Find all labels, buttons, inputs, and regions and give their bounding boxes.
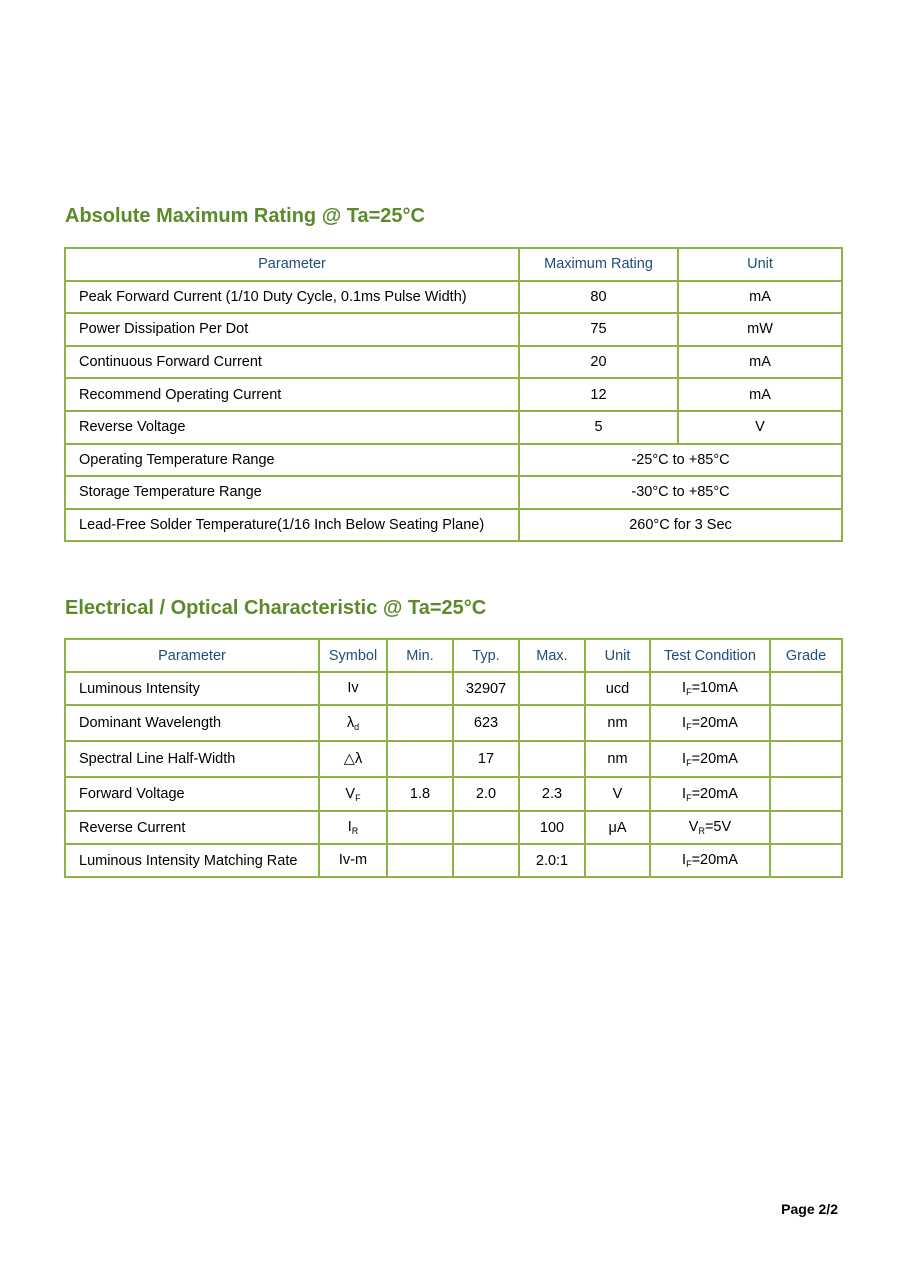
col-header: Unit — [585, 639, 650, 672]
cell-parameter: Luminous Intensity — [65, 672, 319, 705]
electrical-title: Electrical / Optical Characteristic @ Ta=25°C — [65, 597, 487, 619]
cell-condition: $V_R=5V$ — [650, 811, 770, 844]
cell-min — [387, 705, 453, 741]
cell-rating: 80 — [519, 281, 678, 314]
cell-rating: 75 — [519, 313, 678, 346]
table-row — [65, 705, 842, 741]
table-row — [65, 777, 842, 811]
col-header: Parameter — [65, 248, 519, 281]
cell-unit: nm — [585, 741, 650, 777]
cell-rating: -30°C to +85°C — [519, 476, 842, 509]
col-header: Unit — [678, 248, 842, 281]
cell-rating: -25°C to +85°C — [519, 444, 842, 477]
table-row — [65, 346, 842, 379]
cell-grade — [770, 844, 842, 877]
cell-max — [519, 705, 585, 741]
cell-unit: nm — [585, 705, 650, 741]
table-row — [65, 811, 842, 844]
table-row — [65, 411, 842, 444]
page-number: Page 2/2 — [781, 1201, 838, 1217]
cell-parameter: Continuous Forward Current — [65, 346, 519, 379]
cell-parameter: Power Dissipation Per Dot — [65, 313, 519, 346]
cell-parameter: Operating Temperature Range — [65, 444, 519, 477]
cell-min: 1.8 — [387, 777, 453, 811]
cell-unit: V — [678, 411, 842, 444]
cell-parameter: Lead-Free Solder Temperature(1/16 Inch Below Seating Plane) — [65, 509, 519, 542]
cell-typ — [453, 811, 519, 844]
cell-symbol: Iv — [319, 672, 387, 705]
col-header: Max. — [519, 639, 585, 672]
cell-typ: 2.0 — [453, 777, 519, 811]
cell-symbol: △λ — [319, 741, 387, 777]
table-row — [65, 741, 842, 777]
cell-parameter: Peak Forward Current (1/10 Duty Cycle, 0.1ms Pulse Width) — [65, 281, 519, 314]
table-row — [65, 509, 842, 542]
col-header: Maximum Rating — [519, 248, 678, 281]
electrical-table — [64, 638, 843, 878]
cell-max: 2.3 — [519, 777, 585, 811]
cell-parameter: Forward Voltage — [65, 777, 319, 811]
cell-symbol: $\lambda_d$ — [319, 705, 387, 741]
cell-min — [387, 741, 453, 777]
cell-typ: 623 — [453, 705, 519, 741]
col-header: Min. — [387, 639, 453, 672]
table-row — [65, 476, 842, 509]
cell-grade — [770, 777, 842, 811]
cell-rating: 5 — [519, 411, 678, 444]
cell-unit: μA — [585, 811, 650, 844]
cell-parameter: Dominant Wavelength — [65, 705, 319, 741]
cell-unit: mA — [678, 378, 842, 411]
cell-min — [387, 672, 453, 705]
cell-condition: $I_F=20mA$ — [650, 705, 770, 741]
cell-grade — [770, 741, 842, 777]
table-header-row — [65, 248, 842, 281]
cell-rating: 260°C for 3 Sec — [519, 509, 842, 542]
cell-condition: $I_F=10mA$ — [650, 672, 770, 705]
cell-grade — [770, 672, 842, 705]
cell-parameter: Spectral Line Half-Width — [65, 741, 319, 777]
cell-symbol: Iv-m — [319, 844, 387, 877]
cell-min — [387, 844, 453, 877]
cell-rating: 20 — [519, 346, 678, 379]
table-row — [65, 444, 842, 477]
cell-parameter: Luminous Intensity Matching Rate — [65, 844, 319, 877]
cell-max: 100 — [519, 811, 585, 844]
cell-unit: mA — [678, 346, 842, 379]
cell-min — [387, 811, 453, 844]
cell-symbol: $V_F$ — [319, 777, 387, 811]
cell-unit — [585, 844, 650, 877]
cell-condition: $I_F=20mA$ — [650, 844, 770, 877]
table-row — [65, 672, 842, 705]
col-header: Test Condition — [650, 639, 770, 672]
cell-max — [519, 672, 585, 705]
cell-typ — [453, 844, 519, 877]
table-row — [65, 378, 842, 411]
cell-symbol: $I_R$ — [319, 811, 387, 844]
cell-rating: 12 — [519, 378, 678, 411]
cell-max: 2.0:1 — [519, 844, 585, 877]
cell-parameter: Recommend Operating Current — [65, 378, 519, 411]
absolute-max-table — [64, 247, 843, 542]
cell-parameter: Reverse Current — [65, 811, 319, 844]
col-header: Typ. — [453, 639, 519, 672]
cell-grade — [770, 705, 842, 741]
table-header-row — [65, 639, 842, 672]
table-row — [65, 313, 842, 346]
col-header: Parameter — [65, 639, 319, 672]
cell-unit: V — [585, 777, 650, 811]
table-row — [65, 281, 842, 314]
cell-unit: mA — [678, 281, 842, 314]
cell-condition: $I_F=20mA$ — [650, 741, 770, 777]
cell-max — [519, 741, 585, 777]
cell-unit: mW — [678, 313, 842, 346]
absolute-max-title: Absolute Maximum Rating @ Ta=25°C — [65, 205, 425, 227]
col-header: Grade — [770, 639, 842, 672]
cell-parameter: Storage Temperature Range — [65, 476, 519, 509]
cell-parameter: Reverse Voltage — [65, 411, 519, 444]
col-header: Symbol — [319, 639, 387, 672]
cell-typ: 17 — [453, 741, 519, 777]
cell-condition: $I_F=20mA$ — [650, 777, 770, 811]
cell-grade — [770, 811, 842, 844]
cell-typ: 32907 — [453, 672, 519, 705]
table-row — [65, 844, 842, 877]
cell-unit: ucd — [585, 672, 650, 705]
